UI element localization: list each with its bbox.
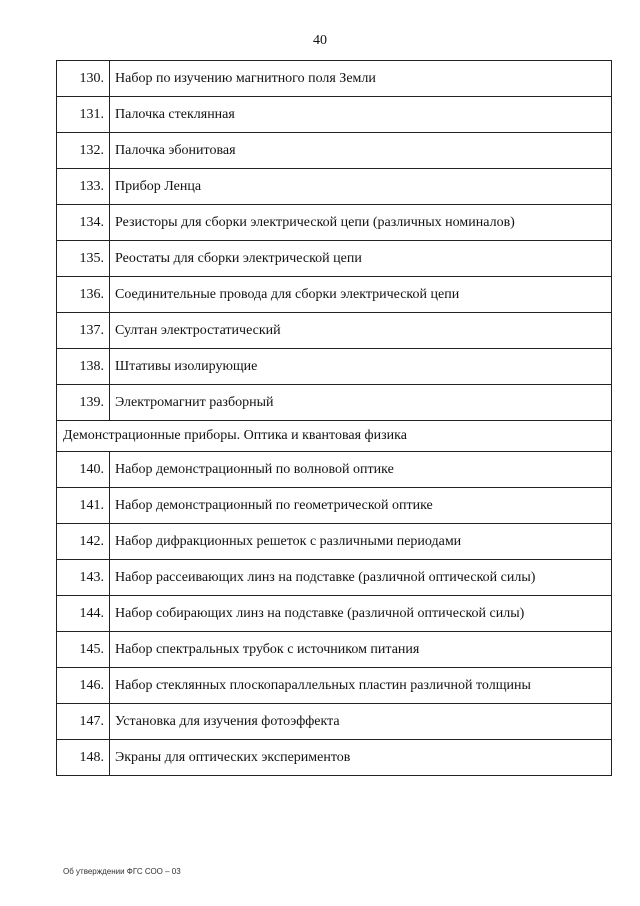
item-name: Набор по изучению магнитного поля Земли bbox=[110, 61, 612, 97]
item-number: 130. bbox=[57, 61, 110, 97]
footer-note: Об утверждении ФГС СОО – 03 bbox=[63, 867, 181, 876]
table-row bbox=[57, 205, 612, 241]
item-name: Набор демонстрационный по волновой оптике bbox=[110, 452, 612, 488]
item-number: 134. bbox=[57, 205, 110, 241]
item-name: Набор стеклянных плоскопараллельных пластин различной толщины bbox=[110, 668, 612, 704]
item-number: 148. bbox=[57, 740, 110, 776]
table-row bbox=[57, 596, 612, 632]
item-name: Палочка стеклянная bbox=[110, 97, 612, 133]
item-name: Установка для изучения фотоэффекта bbox=[110, 704, 612, 740]
item-number: 145. bbox=[57, 632, 110, 668]
table-row bbox=[57, 560, 612, 596]
table-row bbox=[57, 452, 612, 488]
item-number: 138. bbox=[57, 349, 110, 385]
table-row bbox=[57, 632, 612, 668]
table-row bbox=[57, 488, 612, 524]
table-row bbox=[57, 668, 612, 704]
item-number: 131. bbox=[57, 97, 110, 133]
table-row bbox=[57, 349, 612, 385]
equipment-table-body bbox=[57, 61, 612, 776]
item-name: Набор собирающих линз на подставке (различной оптической силы) bbox=[110, 596, 612, 632]
item-name: Прибор Ленца bbox=[110, 169, 612, 205]
item-name: Набор рассеивающих линз на подставке (различной оптической силы) bbox=[110, 560, 612, 596]
table-row bbox=[57, 97, 612, 133]
equipment-table bbox=[56, 60, 612, 776]
item-number: 136. bbox=[57, 277, 110, 313]
item-name: Набор спектральных трубок с источником питания bbox=[110, 632, 612, 668]
table-row bbox=[57, 385, 612, 421]
table-row bbox=[57, 524, 612, 560]
item-number: 141. bbox=[57, 488, 110, 524]
item-name: Резисторы для сборки электрической цепи (различных номиналов) bbox=[110, 205, 612, 241]
item-number: 135. bbox=[57, 241, 110, 277]
table-row bbox=[57, 61, 612, 97]
item-name: Электромагнит разборный bbox=[110, 385, 612, 421]
table-row bbox=[57, 313, 612, 349]
item-number: 144. bbox=[57, 596, 110, 632]
item-name: Палочка эбонитовая bbox=[110, 133, 612, 169]
item-name: Реостаты для сборки электрической цепи bbox=[110, 241, 612, 277]
item-number: 132. bbox=[57, 133, 110, 169]
table-row bbox=[57, 169, 612, 205]
item-name: Султан электростатический bbox=[110, 313, 612, 349]
item-number: 140. bbox=[57, 452, 110, 488]
section-header-row bbox=[57, 421, 612, 452]
item-number: 146. bbox=[57, 668, 110, 704]
page-number: 40 bbox=[313, 33, 327, 48]
item-number: 147. bbox=[57, 704, 110, 740]
item-number: 143. bbox=[57, 560, 110, 596]
item-number: 137. bbox=[57, 313, 110, 349]
item-number: 133. bbox=[57, 169, 110, 205]
table-row bbox=[57, 740, 612, 776]
section-title: Демонстрационные приборы. Оптика и квантовая физика bbox=[57, 421, 612, 452]
table-row bbox=[57, 277, 612, 313]
item-number: 139. bbox=[57, 385, 110, 421]
table-row bbox=[57, 133, 612, 169]
item-name: Соединительные провода для сборки электрической цепи bbox=[110, 277, 612, 313]
item-name: Экраны для оптических экспериментов bbox=[110, 740, 612, 776]
table-row bbox=[57, 241, 612, 277]
item-number: 142. bbox=[57, 524, 110, 560]
item-name: Штативы изолирующие bbox=[110, 349, 612, 385]
item-name: Набор дифракционных решеток с различными периодами bbox=[110, 524, 612, 560]
item-name: Набор демонстрационный по геометрической оптике bbox=[110, 488, 612, 524]
table-row bbox=[57, 704, 612, 740]
